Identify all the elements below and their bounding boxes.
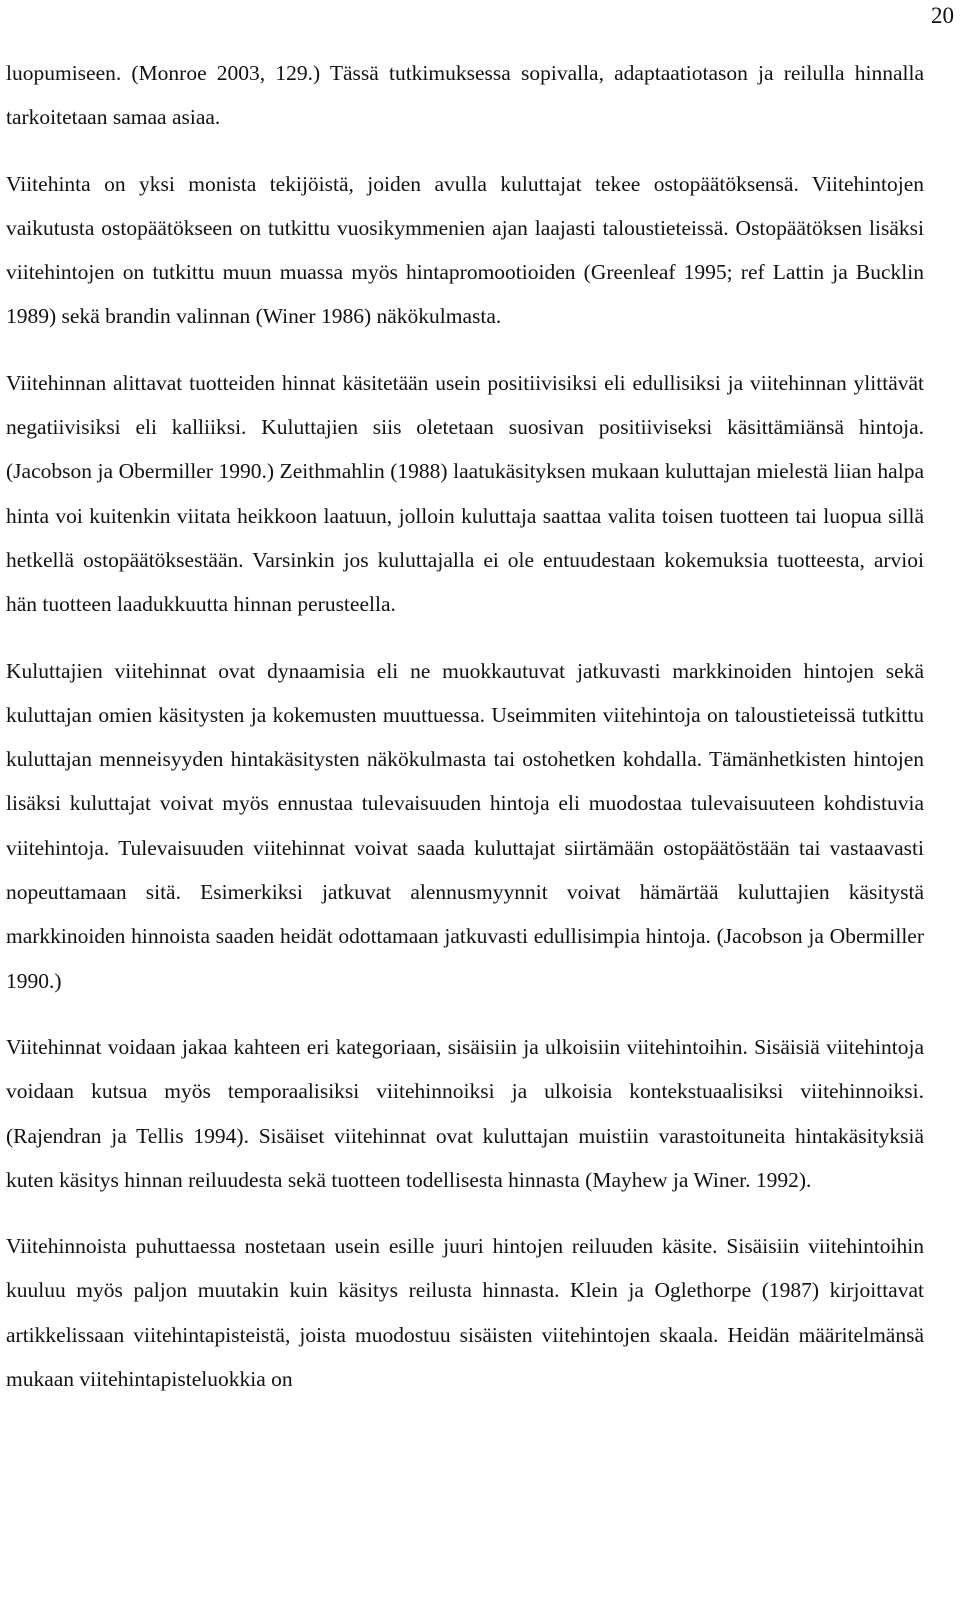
paragraph-3: Viitehinnan alittavat tuotteiden hinnat käsitetään usein positiivisiksi eli edullisiksi ja viitehinnan ylittävät negatiivisiksi eli kalliiksi. Kuluttajien siis oletetaan suosivan positiiviseksi käsittämiänsä hintoja. (Jacobson ja Obermiller 1990.) Zeithmahlin (1988) laatukäsityksen mukaan kuluttajan mielestä liian halpa hinta voi kuitenkin viitata heikkoon laatuun, jolloin kuluttaja saattaa valita toisen tuotteen tai luopua sillä hetkellä ostopäätöksestään. Varsinkin jos kuluttajalla ei ole entuudestaan kokemuksia tuotteesta, arvioi hän tuotteen laadukkuutta hinnan perusteella.	[6, 370, 924, 617]
paragraph-5: Viitehinnat voidaan jakaa kahteen eri kategoriaan, sisäisiin ja ulkoisiin viitehintoihin. Sisäisiä viitehintoja voidaan kutsua myös temporaalisiksi viitehinnoiksi ja ulkoisia kontekstuaalisiksi viitehinnoiksi. (Rajendran ja Tellis 1994). Sisäiset viitehinnat ovat kuluttajan muistiin varastoituneita hintakäsityksiä kuten käsitys hinnan reiluudesta sekä tuotteen todellisesta hinnasta (Mayhew ja Winer. 1992).	[6, 1034, 924, 1192]
paragraph-1: luopumiseen. (Monroe 2003, 129.) Tässä tutkimuksessa sopivalla, adaptaatiotason ja reilulla hinnalla tarkoitetaan samaa asiaa.	[6, 61, 924, 130]
paragraph-2: Viitehinta on yksi monista tekijöistä, joiden avulla kuluttajat tekee ostopäätöksensä. Viitehintojen vaikutusta ostopäätökseen on tutkittu vuosikymmenien ajan laajasti taloustieteissä. Ostopäätöksen lisäksi viitehintojen on tutkittu muun muassa myös hintapromootioiden (Greenleaf 1995; ref Lattin ja Bucklin 1989) sekä brandin valinnan (Winer 1986) näkökulmasta.	[6, 171, 924, 329]
paragraph-6: Viitehinnoista puhuttaessa nostetaan usein esille juuri hintojen reiluuden käsite. Sisäisiin viitehintoihin kuuluu myös paljon muutakin kuin käsitys reilusta hinnasta. Klein ja Oglethorpe (1987) kirjoittavat artikkelissaan viitehintapisteistä, joista muodostuu sisäisten viitehintojen skaala. Heidän määritelmänsä mukaan viitehintapisteluokkia on	[6, 1234, 924, 1392]
page-number: 20	[931, 3, 954, 28]
body-text	[6, 51, 924, 1401]
paragraph-4: Kuluttajien viitehinnat ovat dynaamisia eli ne muokkautuvat jatkuvasti markkinoiden hintojen sekä kuluttajan omien käsitysten ja kokemusten muuttuessa. Useimmiten viitehintoja on taloustieteissä tutkittu kuluttajan menneisyyden hintakäsitysten näkökulmasta tai ostohetken kohdalla. Tämänhetkisten hintojen lisäksi kuluttajat voivat myös ennustaa tulevaisuuden hintoja eli muodostaa tulevaisuuteen kohdistuvia viitehintoja. Tulevaisuuden viitehinnat voivat saada kuluttajat siirtämään ostopäätöstään tai vastaavasti nopeuttamaan sitä. Esimerkiksi jatkuvat alennusmyynnit voivat hämärtää kuluttajien käsitystä markkinoiden hinnoista saaden heidät odottamaan jatkuvasti edullisimpia hintoja. (Jacobson ja Obermiller 1990.)	[6, 658, 924, 993]
